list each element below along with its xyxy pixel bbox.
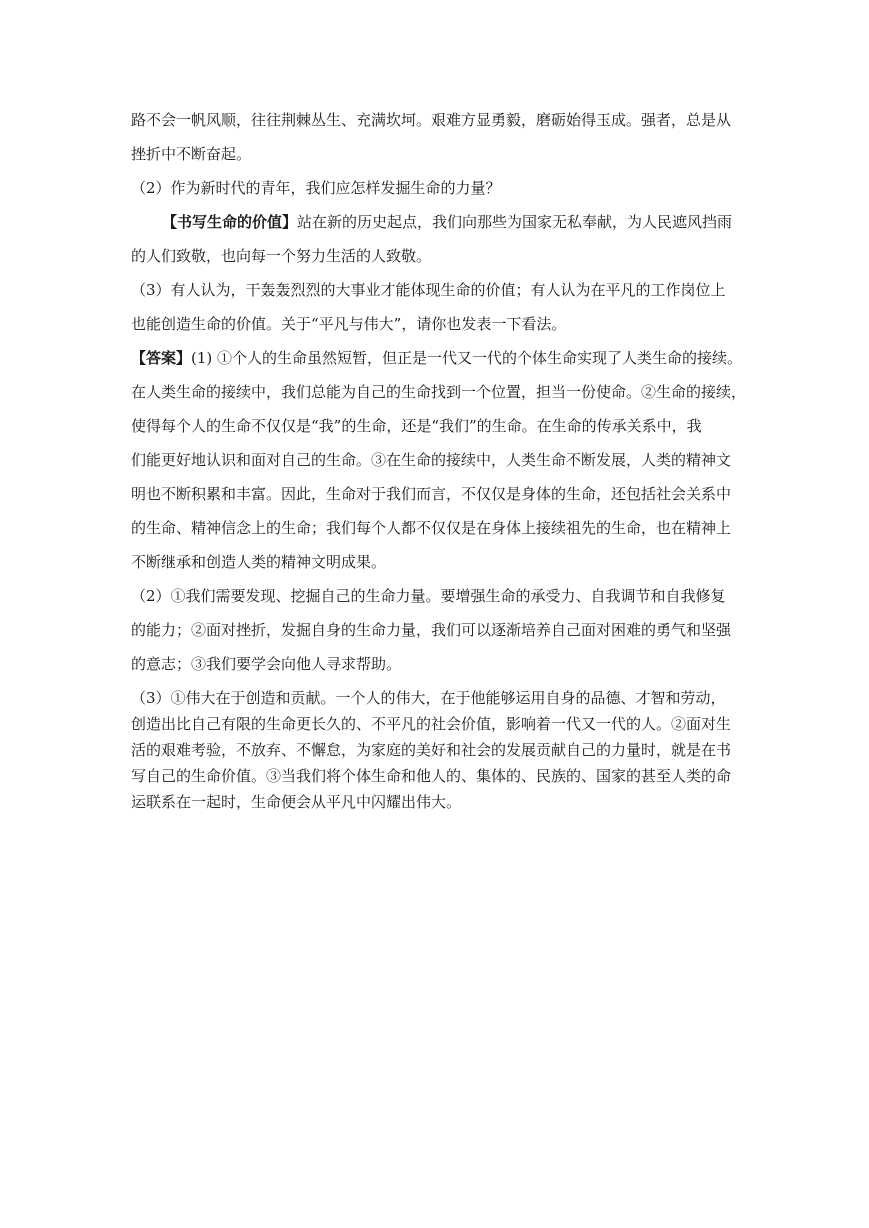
question-3-line-1: （3）有人认为，干轰轰烈烈的大事业才能体现生命的价值；有人认为在平凡的工作岗位上: [131, 281, 726, 299]
question-2: （2）作为新时代的青年，我们应怎样发掘生命的力量？: [131, 179, 501, 197]
answer-1-line: 使得每个人的生命不仅仅是“我”的生命，还是“我们”的生命。在生命的传承关系中，我: [131, 417, 702, 435]
answer-2-line: 的能力；②面对挫折，发掘自身的生命力量，我们可以逐渐培养自己面对困难的勇气和坚强: [131, 621, 732, 639]
material-line-2: 的人们致敬，也向每一个努力生活的人致敬。: [131, 247, 432, 265]
answer-1-line: 明也不断积累和丰富。因此，生命对于我们而言，不仅仅是身体的生命，还包括社会关系中: [131, 485, 732, 503]
answer-3-line: 写自己的生命价值。③当我们将个体生命和他人的、集体的、民族的、国家的甚至人类的命: [131, 767, 732, 785]
answer-1-line: 的生命、精神信念上的生命；我们每个人都不仅仅是在身体上接续祖先的生命，也在精神上: [131, 519, 732, 537]
answer-label: 【答案】: [131, 349, 192, 367]
answer-3-line: 活的艰难考验，不放弃、不懈怠，为家庭的美好和社会的发展贡献自己的力量时，就是在书: [131, 741, 732, 759]
answer-1-line: 不断继承和创造人类的精神文明成果。: [131, 553, 387, 571]
question-3-line-2: 也能创造生命的价值。关于“平凡与伟大”，请你也发表一下看法。: [131, 315, 567, 333]
material-line-1: [131, 205, 741, 239]
answer-2-line: （2）①我们需要发现、挖掘自己的生命力量。要增强生命的承受力、自我调节和自我修复: [131, 587, 726, 605]
answer-2-line: 的意志；③我们要学会向他人寻求帮助。: [131, 655, 402, 673]
answer-3-line: 创造出比自己有限的生命更长久的、不平凡的社会价值，影响着一代又一代的人。②面对生: [131, 715, 732, 733]
material-text: 站在新的历史起点，我们向那些为国家无私奉献，为人民遮风挡雨: [297, 213, 733, 231]
answer-3-block: [131, 685, 741, 815]
answer-line-1: [131, 341, 741, 375]
answer-1-line: 在人类生命的接续中，我们总能为自己的生命找到一个位置，担当一份使命。②生命的接续，: [131, 383, 747, 401]
material-heading: 【书写生命的价值】: [162, 213, 298, 231]
intro-line-2: 挫折中不断奋起。: [131, 145, 252, 163]
answer-1-line: 们能更好地认识和面对自己的生命。③在生命的接续中，人类生命不断发展，人类的精神文: [131, 451, 732, 469]
intro-line-1: 路不会一帆风顺，往往荆棘丛生、充满坎坷。艰难方显勇毅，磨砺始得玉成。强者，总是从: [131, 111, 732, 129]
document-body: [131, 103, 747, 815]
answer-1-text: (1) ①个人的生命虽然短暂，但正是一代又一代的个体生命实现了人类生命的接续。: [191, 349, 743, 367]
answer-3-line: 运联系在一起时，生命便会从平凡中闪耀出伟大。: [131, 793, 462, 811]
answer-3-line: （3）①伟大在于创造和贡献。一个人的伟大，在于他能够运用自身的品德、才智和劳动，: [131, 689, 726, 707]
